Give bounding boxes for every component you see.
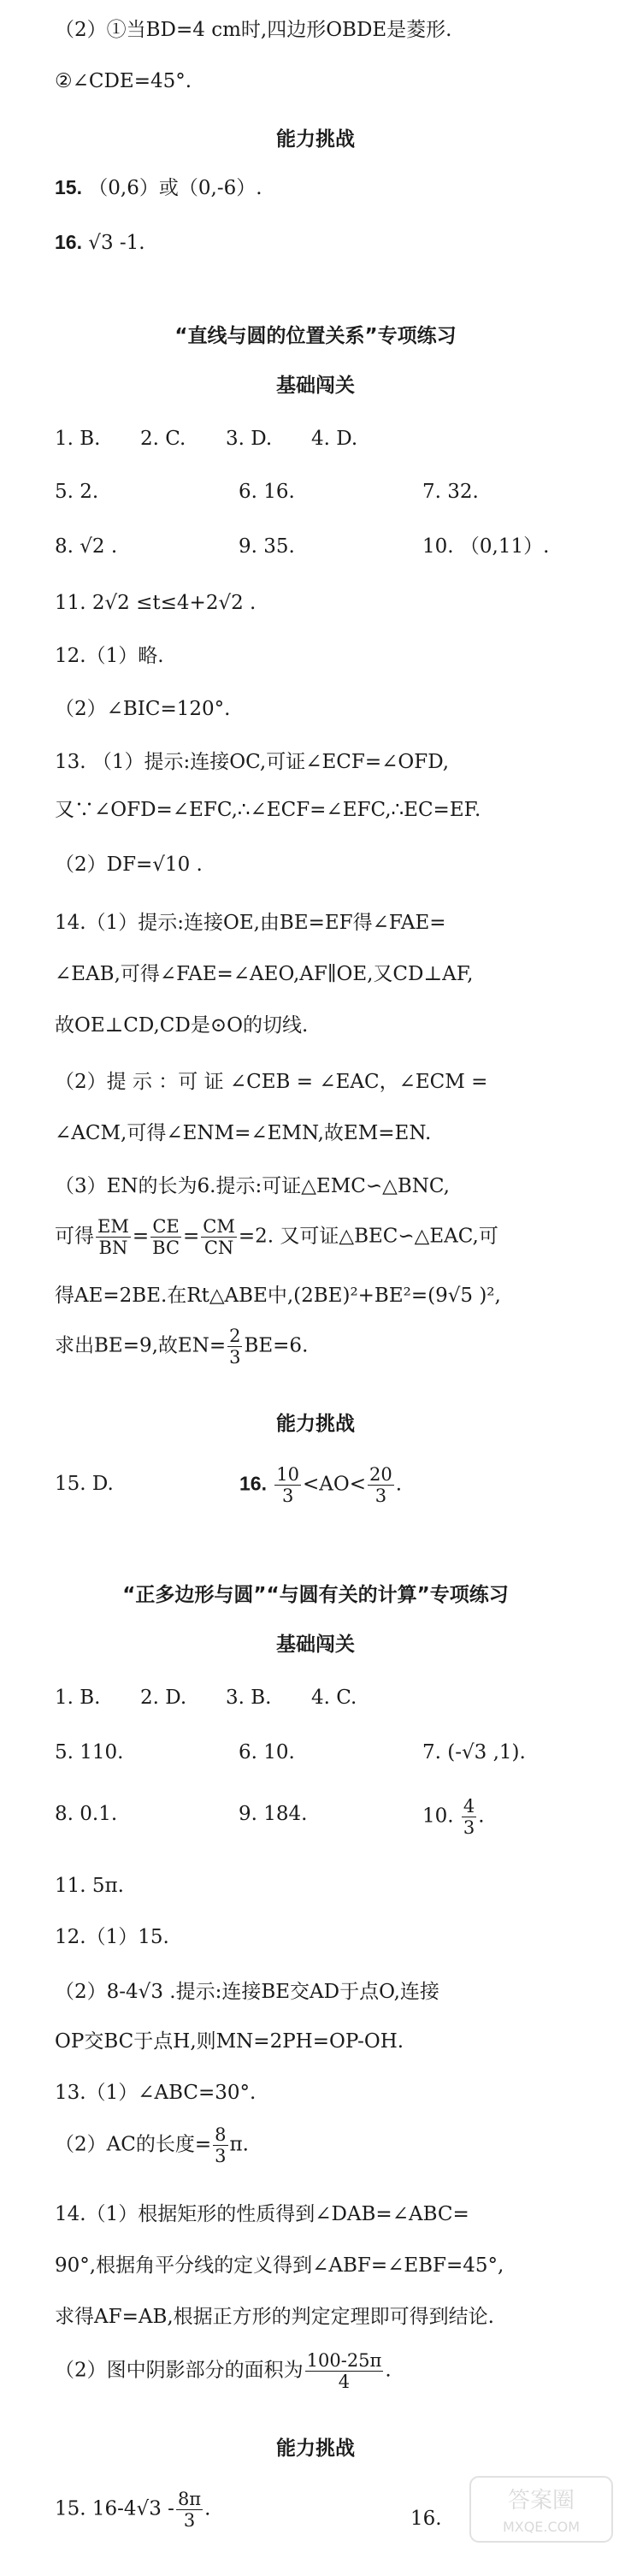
numerator: 10: [276, 1464, 300, 1485]
answer-line: [55, 2124, 249, 2166]
denominator: 3: [463, 1817, 475, 1838]
answer-row: [55, 1740, 610, 1767]
fraction: [274, 1464, 301, 1506]
answer-line: 12.（1）15.: [55, 1926, 169, 1948]
section-heading: 能力挑战: [276, 128, 355, 151]
answer-line: 11. 2√2 ≤t≤4+2√2 .: [55, 592, 257, 614]
watermark-logo: [469, 2475, 614, 2544]
numerator: CM: [203, 1216, 235, 1237]
answer-item: 4. C.: [311, 1687, 357, 1709]
answer-row: [55, 1685, 610, 1712]
answer-line: （2）DF=√10 .: [55, 854, 203, 876]
answer-line: 14.（1）提示:连接OE,由BE=EF得∠FAE=: [55, 912, 446, 934]
answer-line: ∠ACM,可得∠ENM=∠EMN,故EM=EN.: [55, 1122, 432, 1144]
question-number: 15.: [55, 176, 82, 198]
answer-line: [239, 1464, 402, 1506]
numerator: CE: [152, 1216, 180, 1237]
numerator: 8π: [177, 2489, 202, 2509]
denominator: BN: [96, 1237, 131, 1258]
answer-line: 16.: [410, 2508, 442, 2530]
section-heading: 基础闯关: [276, 1634, 355, 1656]
text-line: （2）①当BD=4 cm时,四边形OBDE是菱形.: [55, 19, 452, 41]
answer-item: 2. C.: [140, 428, 186, 450]
denominator: 3: [215, 2146, 227, 2166]
text-run: （2）AC的长度=: [55, 2133, 212, 2156]
question-number: 16.: [239, 1472, 267, 1495]
answer-item: 7. (-√3 ,1).: [422, 1741, 526, 1764]
answer-line: ∠EAB,可得∠FAE=∠AEO,AF∥OE,又CD⊥AF,: [55, 963, 474, 985]
fraction: [368, 1464, 394, 1506]
numerator: 4: [463, 1796, 475, 1817]
denominator: BC: [152, 1238, 180, 1258]
answer-item: 2. D.: [140, 1687, 187, 1709]
answer-line: （2）∠BIC=120°.: [55, 698, 231, 720]
text-run: （2）图中阴影部分的面积为: [55, 2359, 304, 2382]
answer-item: 8. √2 .: [55, 535, 118, 558]
fraction: [150, 1216, 181, 1258]
denominator: 3: [176, 2509, 203, 2531]
answer-item: 1. B.: [55, 428, 101, 450]
answer-line: [55, 174, 262, 201]
answer-line: （2）提 示 ：可 证 ∠CEB = ∠EAC，∠ECM =: [55, 1071, 488, 1093]
numerator: 20: [369, 1464, 392, 1485]
answer-line: 又∵∠OFD=∠EFC,∴∠ECF=∠EFC,∴EC=EF.: [55, 799, 481, 821]
answer-text: （0,6）或（0,-6）.: [88, 177, 262, 199]
denominator: 3: [229, 1347, 241, 1368]
question-number: 16.: [55, 231, 82, 253]
answer-item: 8. 0.1.: [55, 1803, 118, 1825]
denominator: CN: [201, 1237, 237, 1258]
text-line: ②∠CDE=45°.: [55, 70, 192, 92]
answer-line: 12.（1）略.: [55, 645, 164, 667]
answer-line: （2）8-4√3 .提示:连接BE交AD于点O,连接: [55, 1981, 439, 2003]
answer-line: 故OE⊥CD,CD是⊙O的切线.: [55, 1014, 309, 1037]
section-heading: 能力挑战: [276, 2437, 355, 2460]
answer-item: 9. 184.: [239, 1803, 308, 1825]
answer-line: 13.（1）∠ABC=30°.: [55, 2082, 257, 2104]
answer-item: 6. 16.: [239, 481, 295, 503]
answer-item: 4. D.: [311, 428, 358, 450]
answer-row: [55, 426, 610, 453]
section-title: “直线与圆的位置关系”专项练习: [174, 325, 457, 347]
fraction: [462, 1796, 476, 1838]
text-run: =2. 又可证△BEC∽△EAC,可: [238, 1225, 498, 1248]
denominator: 3: [368, 1485, 394, 1506]
answer-text: √3 -1.: [88, 232, 145, 254]
answer-line: 14.（1）根据矩形的性质得到∠DAB=∠ABC=: [55, 2203, 469, 2225]
numerator: 2: [229, 1326, 241, 1346]
answer-line: 求得AF=AB,根据正方形的判定定理即可得到结论.: [55, 2306, 494, 2328]
answer-row: [55, 534, 610, 561]
answer-line: 15. D.: [55, 1473, 114, 1495]
section-title: “正多边形与圆”“与圆有关的计算”专项练习: [122, 1584, 509, 1606]
answer-item: 5. 2.: [55, 481, 99, 503]
answer-item: 1. B.: [55, 1687, 101, 1709]
fraction: [176, 2489, 203, 2531]
answer-line: [55, 2489, 210, 2531]
answer-item: 7. 32.: [422, 481, 479, 503]
answer-item: 6. 10.: [239, 1741, 295, 1764]
answer-item: 3. D.: [226, 428, 273, 450]
section-heading: 能力挑战: [276, 1413, 355, 1435]
fraction: [305, 2350, 384, 2392]
numerator: EM: [97, 1216, 129, 1237]
text-run: π.: [229, 2133, 249, 2156]
denominator: 4: [305, 2371, 384, 2392]
answer-item: 9. 35.: [239, 535, 295, 558]
answer-line: （3）EN的长为6.提示:可证△EMC∽△BNC,: [55, 1175, 450, 1197]
answer-line: 11. 5π.: [55, 1875, 124, 1897]
text-run: 求出BE=9,故EN=: [55, 1334, 227, 1357]
fraction: [201, 1216, 237, 1258]
text-run: <AO<: [303, 1473, 367, 1496]
answer-line: OP交BC于点H,则MN=2PH=OP-OH.: [55, 2030, 404, 2053]
text-run: BE=6.: [244, 1334, 309, 1357]
numerator: 100-25π: [306, 2350, 382, 2371]
answer-line: 得AE=2BE.在Rt△ABE中,(2BE)²+BE²=(9√5 )²,: [55, 1285, 501, 1307]
answer-line: 13. （1）提示:连接OC,可证∠ECF=∠OFD,: [55, 751, 450, 773]
answer-item: 5. 110.: [55, 1741, 124, 1764]
fraction: [227, 1326, 242, 1368]
answer-line: [55, 229, 145, 256]
fraction: [213, 2124, 227, 2166]
answer-line: 可得 $\frac{EM}{BN}$ = $\frac{CE}{BC}$ = $\frac{CM}{CN}$ =2. 又可证△BEC∽△EAC,可: [55, 1216, 498, 1258]
fraction: [96, 1216, 131, 1258]
text-run: .: [204, 2497, 211, 2520]
answer-item: [422, 1796, 485, 1838]
denominator: 3: [274, 1485, 301, 1506]
numerator: 8: [215, 2124, 227, 2145]
text-run: .: [478, 1805, 485, 1828]
watermark-url: MXQE.COM: [502, 2519, 581, 2535]
answer-item: 10. （0,11）.: [422, 535, 550, 558]
answer-row: [55, 1796, 610, 1844]
section-heading: 基础闯关: [276, 375, 355, 397]
answer-line: 90°,根据角平分线的定义得到∠ABF=∠EBF=45°,: [55, 2254, 504, 2277]
text-run: .: [395, 1473, 403, 1496]
watermark-text: 答案圈: [507, 2488, 575, 2514]
text-run: 可得: [55, 1225, 94, 1248]
text-run: .: [385, 2359, 392, 2382]
answer-row: [55, 479, 610, 506]
text-run: 15. 16-4√3 -: [55, 2497, 174, 2520]
answer-item: 3. B.: [226, 1687, 272, 1709]
answer-line: [55, 2350, 392, 2392]
question-number: 10.: [422, 1805, 454, 1828]
answer-line: [55, 1326, 308, 1368]
